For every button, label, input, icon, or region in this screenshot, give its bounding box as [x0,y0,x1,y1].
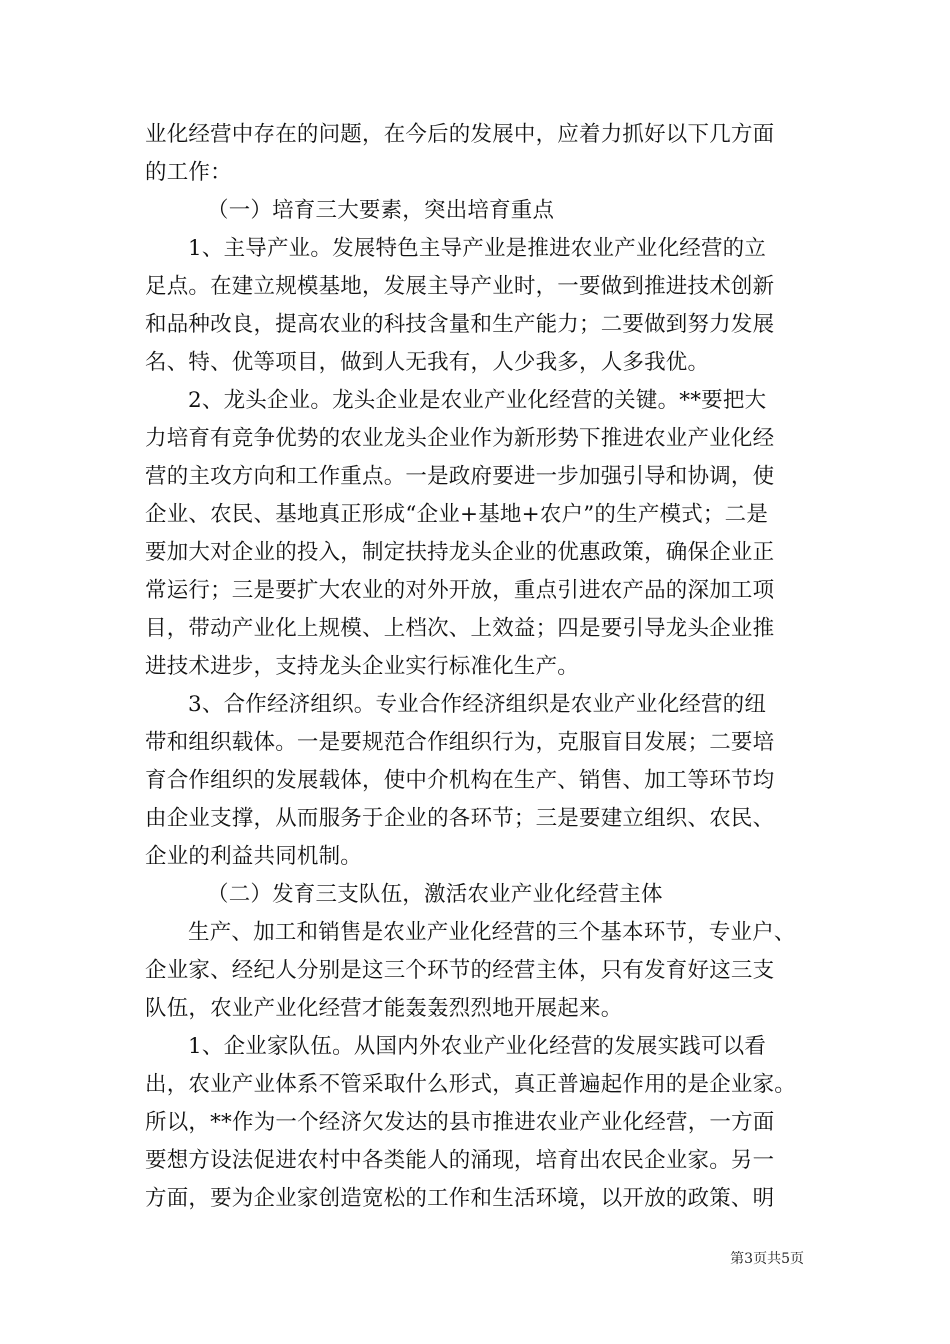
text-line: 要想方设法促进农村中各类能人的涌现，培育出农民企业家。另一 [145,1148,775,1173]
text-line: 生产、加工和销售是农业产业化经营的三个基本环节，专业户、 [188,920,796,945]
text-line: 常运行；三是要扩大农业的对外开放，重点引进农产品的深加工项 [145,578,775,603]
text-line: 企业、农民、基地真正形成“企业+基地+农户”的生产模式；二是 [145,502,769,527]
text-line: 进技术进步，支持龙头企业实行标准化生产。 [145,654,580,679]
text-line: 3、合作经济组织。专业合作经济组织是农业产业化经营的纽 [188,692,767,717]
text-line: 和品种改良，提高农业的科技含量和生产能力；二要做到努力发展 [145,312,775,337]
page-number: 第3页共5页 [730,1251,804,1267]
text-line: 方面，要为企业家创造宽松的工作和生活环境，以开放的政策、明 [145,1186,775,1211]
text-line: 营的主攻方向和工作重点。一是政府要进一步加强引导和协调，使 [145,464,775,489]
text-line: 要加大对企业的投入，制定扶持龙头企业的优惠政策，确保企业正 [145,540,775,565]
text-line: 2、龙头企业。龙头企业是农业产业化经营的关键。**要把大 [188,388,767,413]
text-line: 的工作： [145,160,232,185]
text-line: 企业家、经纪人分别是这三个环节的经营主体，只有发育好这三支 [145,958,775,983]
text-line: 业化经营中存在的问题，在今后的发展中，应着力抓好以下几方面 [145,122,775,147]
text-line: 足点。在建立规模基地，发展主导产业时，一要做到推进技术创新 [145,274,775,299]
body-text [145,116,810,1218]
text-line: 1、主导产业。发展特色主导产业是推进农业产业化经营的立 [188,236,767,261]
text-line: 出，农业产业体系不管采取什么形式，真正普遍起作用的是企业家。 [145,1072,797,1097]
text-line: 带和组织载体。一是要规范合作组织行为，克服盲目发展；二要培 [145,730,775,755]
section-heading: （二）发育三支队伍，激活农业产业化经营主体 [207,882,663,907]
section-heading: （一）培育三大要素，突出培育重点 [207,198,555,223]
text-line: 企业的利益共同机制。 [145,844,363,869]
text-line: 由企业支撑，从而服务于企业的各环节；三是要建立组织、农民、 [145,806,775,831]
text-line: 目，带动产业化上规模、上档次、上效益；四是要引导龙头企业推 [145,616,775,641]
text-line: 力培育有竞争优势的农业龙头企业作为新形势下推进农业产业化经 [145,426,775,451]
text-line: 所以，**作为一个经济欠发达的县市推进农业产业化经营，一方面 [145,1110,775,1135]
text-line: 名、特、优等项目，做到人无我有，人少我多，人多我优。 [145,350,710,375]
text-line: 队伍，农业产业化经营才能轰轰烈烈地开展起来。 [145,996,623,1021]
text-line: 育合作组织的发展载体，使中介机构在生产、销售、加工等环节均 [145,768,775,793]
text-line: 1、企业家队伍。从国内外农业产业化经营的发展实践可以看 [188,1034,767,1059]
